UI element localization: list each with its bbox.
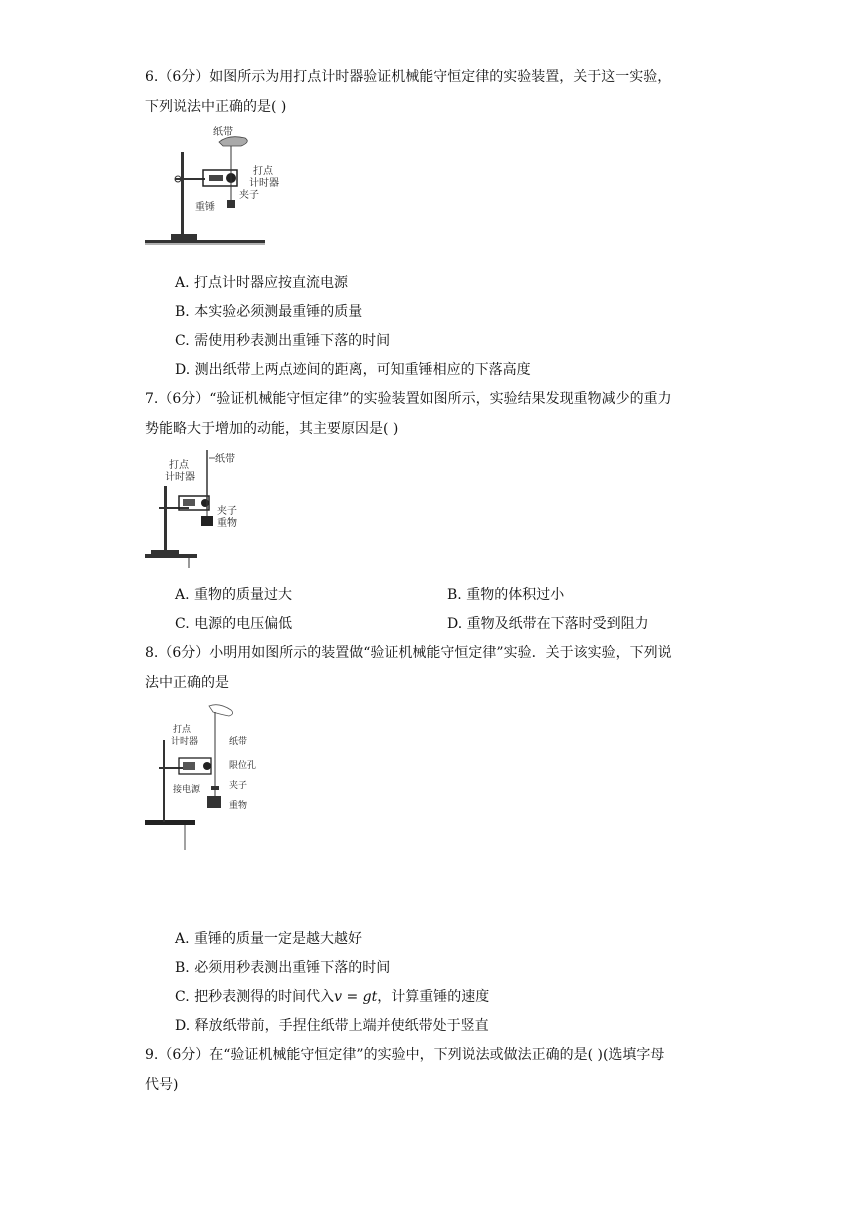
q6-stem-line2: 下列说法中正确的是( ) xyxy=(145,99,287,115)
q7-option-c: C. 电源的电压偏低 xyxy=(175,616,293,632)
q7-stem-line2: 势能略大于增加的动能，其主要原因是( ) xyxy=(145,421,399,437)
q9-stem-line2: 代号) xyxy=(145,1077,179,1093)
q7-apparatus-figure xyxy=(145,446,265,570)
q9-stem-line1: 9.（6分）在“验证机械能守恒定律”的实验中，下列说法或做法正确的是( )(选填字母 xyxy=(145,1047,665,1063)
q6-label-clip: 夹子 xyxy=(239,190,259,201)
q8-option-d: D. 释放纸带前，手捏住纸带上端并使纸带处于竖直 xyxy=(175,1018,489,1034)
q8-label-clip: 夹子 xyxy=(229,781,248,791)
q8-label-power: 接电源 xyxy=(173,785,201,795)
q6-stem-line1: 6.（6分）如图所示为用打点计时器验证机械能守恒定律的实验装置，关于这一实验， xyxy=(145,69,672,85)
q6-option-c: C. 需使用秒表测出重锤下落的时间 xyxy=(175,333,391,349)
q6-label-dadian: 打点 xyxy=(253,166,273,177)
q8-label-timer: 计时器 xyxy=(171,737,199,747)
q7-stem-line1: 7.（6分）“验证机械能守恒定律”的实验装置如图所示，实验结果发现重物减少的重力 xyxy=(145,391,672,407)
q8-label-weight: 重物 xyxy=(229,801,248,811)
q6-option-d: D. 测出纸带上两点迹间的距离，可知重锤相应的下落高度 xyxy=(175,362,531,378)
q8-option-c-before: C. 把秒表测得的时间代入 xyxy=(175,989,335,1005)
q8-label-dadian: 打点 xyxy=(173,725,192,735)
q8-option-a: A. 重锤的质量一定是越大越好 xyxy=(175,931,363,947)
q8-label-limit-hole: 限位孔 xyxy=(229,761,257,771)
q6-apparatus-figure xyxy=(145,124,305,250)
q7-option-d: D. 重物及纸带在下落时受到阻力 xyxy=(447,616,649,632)
q7-option-a: A. 重物的质量过大 xyxy=(175,587,293,603)
q7-label-tape: 纸带 xyxy=(215,454,235,465)
q6-option-b: B. 本实验必须测最重锤的质量 xyxy=(175,304,363,320)
q6-option-a: A. 打点计时器应按直流电源 xyxy=(175,275,349,291)
q6-label-tape: 纸带 xyxy=(213,127,233,138)
q7-option-b: B. 重物的体积过小 xyxy=(447,587,565,603)
q6-label-timer: 计时器 xyxy=(249,178,279,189)
q8-option-c-after: ，计算重锤的速度 xyxy=(377,989,490,1005)
q8-option-c xyxy=(175,986,489,1006)
q8-option-b: B. 必须用秒表测出重锤下落的时间 xyxy=(175,960,391,976)
q8-label-tape: 纸带 xyxy=(229,737,248,747)
q7-label-dadian: 打点 xyxy=(169,460,189,471)
q7-label-timer: 计时器 xyxy=(165,472,195,483)
q7-label-weight: 重物 xyxy=(217,518,237,529)
q8-option-c-formula: v = gt xyxy=(334,989,378,1005)
q8-stem-line2: 法中正确的是 xyxy=(145,675,229,691)
q6-label-weight: 重锤 xyxy=(195,202,215,213)
q8-apparatus-figure xyxy=(145,700,265,850)
q8-stem-line1: 8.（6分）小明用如图所示的装置做“验证机械能守恒定律”实验．关于该实验，下列说 xyxy=(145,645,672,661)
q7-label-clip: 夹子 xyxy=(217,506,237,517)
